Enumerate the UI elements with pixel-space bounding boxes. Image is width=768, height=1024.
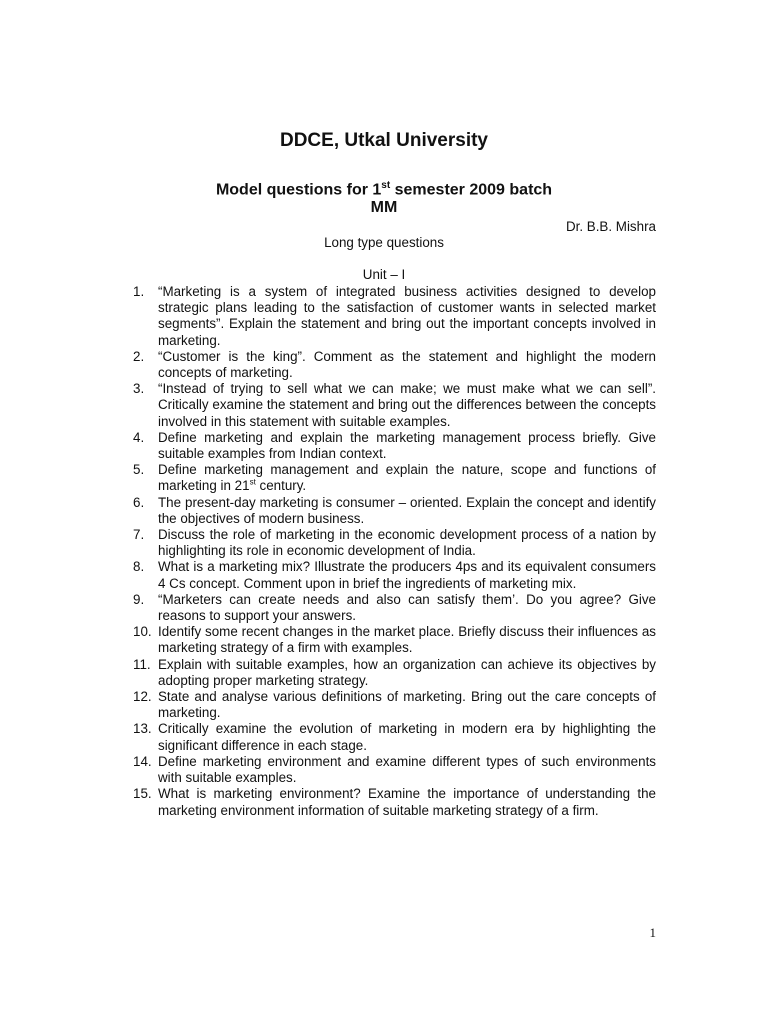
question-text-main: Critically examine the evolution of marketing in modern era by highlighting the significant difference in each stage. bbox=[158, 721, 656, 753]
question-item bbox=[133, 495, 656, 527]
subtitle-suffix: semester 2009 batch bbox=[390, 181, 553, 199]
page-number: 1 bbox=[649, 925, 656, 940]
question-text bbox=[158, 657, 656, 688]
question-text bbox=[158, 592, 656, 623]
question-number: 8. bbox=[133, 559, 145, 575]
question-text-superscript: st bbox=[249, 477, 256, 487]
question-item bbox=[133, 349, 656, 381]
question-text bbox=[158, 786, 656, 817]
question-text bbox=[158, 624, 656, 655]
question-item bbox=[133, 721, 656, 753]
question-item bbox=[133, 754, 656, 786]
question-item bbox=[133, 284, 656, 349]
question-number: 6. bbox=[133, 494, 145, 510]
question-text-main: What is marketing environment? Examine the importance of understanding the marketing environment information of suitable marketing strategy of a firm. bbox=[158, 786, 656, 818]
question-number: 15. bbox=[133, 786, 152, 802]
question-number: 3. bbox=[133, 381, 145, 397]
question-text-main: Identify some recent changes in the market place. Briefly discuss their influences as marketing strategy of a firm with examples. bbox=[158, 624, 656, 656]
question-list bbox=[133, 284, 656, 819]
question-text-main: The present-day marketing is consumer – oriented. Explain the concept and identify the objectives of modern business. bbox=[158, 494, 656, 526]
question-text-main: Explain with suitable examples, how an organization can achieve its objectives by adopting proper marketing strategy. bbox=[158, 656, 656, 688]
question-number: 11. bbox=[133, 656, 151, 672]
question-text-main: Define marketing and explain the marketing management process briefly. Give suitable examples from Indian context. bbox=[158, 429, 656, 462]
question-item bbox=[133, 430, 656, 462]
question-text bbox=[158, 495, 656, 526]
question-item bbox=[133, 689, 656, 721]
question-number: 9. bbox=[133, 591, 145, 607]
question-text bbox=[158, 754, 656, 785]
question-text-main: “Instead of trying to sell what we can make; we must make what we can sell”. Critically examine the statement and bring out the differences between the concepts involved in this statement with suitable examples. bbox=[158, 381, 656, 429]
unit-heading: Unit – I bbox=[362, 267, 406, 282]
question-number: 4. bbox=[133, 429, 145, 445]
question-item bbox=[133, 462, 656, 494]
question-text-main: “Marketers can create needs and also can satisfy them’. Do you agree? Give reasons to support your answers. bbox=[158, 591, 656, 624]
institution-title: DDCE, Utkal University bbox=[279, 130, 488, 151]
author-name: Dr. B.B. Mishra bbox=[565, 219, 656, 234]
question-text-continued: century. bbox=[255, 478, 307, 494]
subtitle-prefix: Model questions for 1 bbox=[215, 181, 382, 199]
question-text-main: Discuss the role of marketing in the economic development process of a nation by highlighting its role in economic development of India. bbox=[158, 527, 656, 559]
question-number: 12. bbox=[133, 689, 152, 705]
question-number: 10. bbox=[133, 624, 152, 640]
question-text bbox=[158, 430, 656, 461]
question-text bbox=[158, 559, 656, 590]
question-text bbox=[158, 284, 656, 348]
question-number: 5. bbox=[133, 462, 145, 478]
question-number: 1. bbox=[133, 284, 145, 299]
question-text-main: State and analyse various definitions of marketing. Bring out the care concepts of marketing. bbox=[158, 689, 656, 721]
subtitle-superscript: st bbox=[381, 180, 391, 191]
question-text-main: “Customer is the king”. Comment as the statement and highlight the modern concepts of marketing. bbox=[158, 348, 656, 381]
question-item bbox=[133, 657, 656, 689]
question-text bbox=[158, 381, 656, 428]
question-item bbox=[133, 786, 656, 818]
question-item bbox=[133, 381, 656, 430]
question-number: 14. bbox=[133, 753, 152, 769]
question-text bbox=[158, 689, 656, 720]
question-item bbox=[133, 527, 656, 559]
exam-subtitle bbox=[0, 180, 768, 199]
program-code: MM bbox=[370, 199, 398, 216]
question-text bbox=[158, 527, 656, 558]
question-number: 2. bbox=[133, 348, 145, 364]
question-text-main: What is a marketing mix? Illustrate the producers 4ps and its equivalent consumers 4 Cs concept. Comment upon in brief the ingredients of marketing mix. bbox=[158, 559, 656, 591]
question-text bbox=[158, 721, 656, 752]
question-text bbox=[158, 462, 656, 493]
question-type-heading: Long type questions bbox=[324, 235, 444, 250]
question-text bbox=[158, 349, 656, 380]
question-text-main: Define marketing management and explain the nature, scope and functions of marketing in 21 bbox=[158, 462, 656, 494]
question-item bbox=[133, 559, 656, 591]
question-item bbox=[133, 592, 656, 624]
question-text-main: “Marketing is a system of integrated business activities designed to develop strategic plans leading to the satisfaction of customer wants in selected market segments”. Explain the statement and bring out the important concepts involved in marketing. bbox=[158, 284, 656, 348]
question-number: 7. bbox=[133, 527, 145, 543]
question-number: 13. bbox=[133, 721, 152, 737]
question-text-main: Define marketing environment and examine different types of such environments with suitable examples. bbox=[158, 753, 656, 786]
question-item bbox=[133, 624, 656, 656]
